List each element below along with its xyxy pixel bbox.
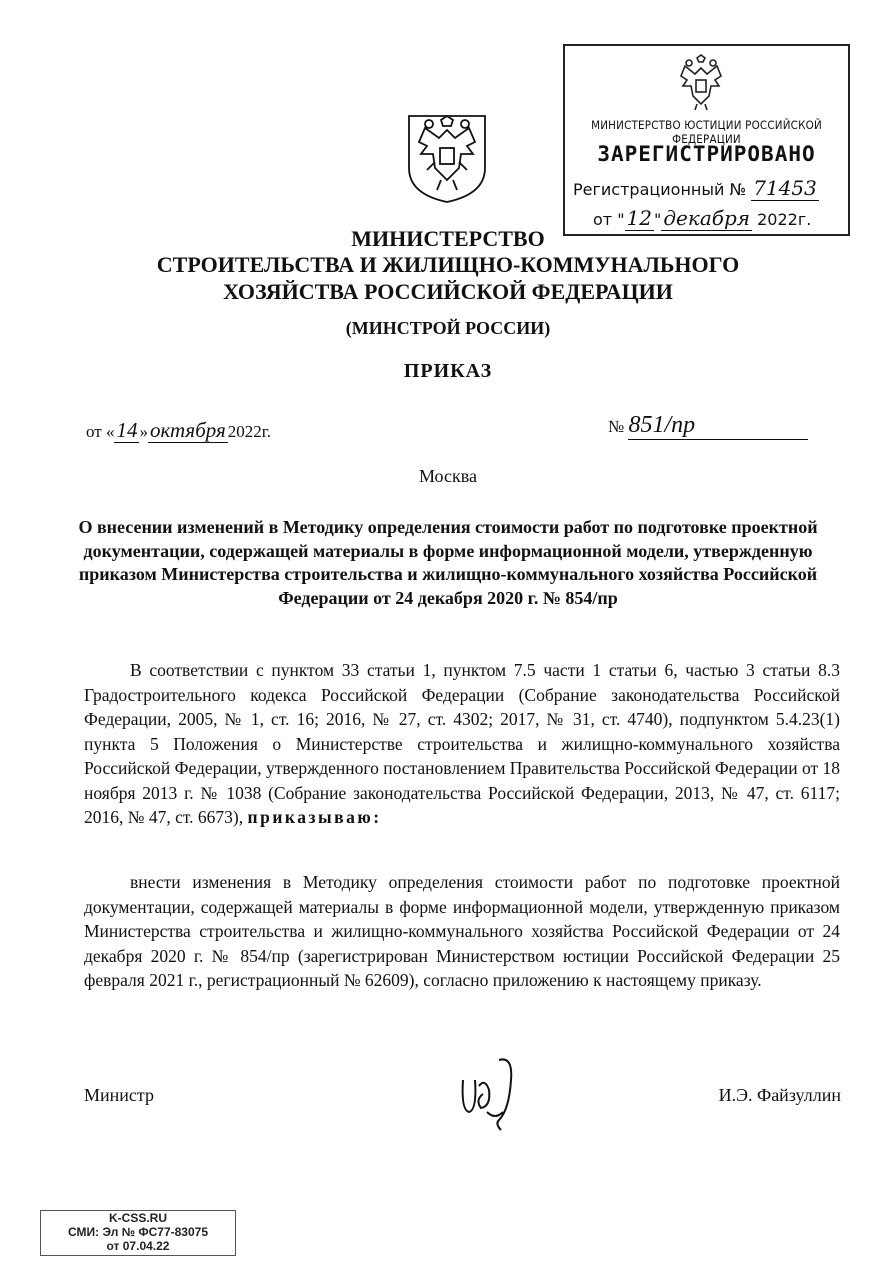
- order-date-mid: »: [139, 422, 148, 441]
- order-date-day: 14: [116, 418, 138, 442]
- stamp-registered: ЗАРЕГИСТРИРОВАНО: [597, 142, 816, 166]
- stamp-date-mid: ": [654, 210, 662, 229]
- footer-site: K-CSS.RU: [108, 1211, 167, 1225]
- ministry-name-line1: МИНИСТЕРСТВО: [351, 226, 545, 251]
- city: Москва: [419, 466, 477, 486]
- double-headed-eagle-icon: [673, 54, 729, 112]
- stamp-ministry: МИНИСТЕРСТВО ЮСТИЦИИ РОССИЙСКОЙ ФЕДЕРАЦИИ: [591, 118, 822, 146]
- stamp-reg-label: Регистрационный №: [573, 180, 747, 199]
- ministry-name-line2: СТРОИТЕЛЬСТВА И ЖИЛИЩНО-КОММУНАЛЬНОГО: [156, 252, 740, 277]
- order-number: [608, 412, 808, 440]
- footer-media-license: СМИ: Эл № ФС77-83075: [68, 1225, 208, 1239]
- order-keyword: приказываю:: [247, 807, 382, 827]
- stamp-reg-number-line: [573, 176, 819, 200]
- order-date-year: 2022г.: [227, 422, 272, 441]
- body-paragraph-1: [84, 658, 840, 830]
- stamp-date-prefix: от ": [593, 210, 625, 229]
- media-registration-footer: [40, 1210, 236, 1256]
- signer-name: И.Э. Файзуллин: [718, 1085, 841, 1105]
- order-number-value: 851/пр: [628, 412, 808, 440]
- ministry-name-line3: ХОЗЯЙСТВА РОССИЙСКОЙ ФЕДЕРАЦИИ: [223, 279, 673, 304]
- body-paragraph-2: внести изменения в Методику определения стоимости работ по подготовке проектной документации, содержащей материалы в форме информационной модели, утвержденную приказом Министерства строительства и жилищно-коммунального хозяйства Российской Федерации от 24 декабря 2020 г. № 854/пр (зарегистрирован Министерством юстиции Российской Федерации 25 февраля 2021 г., регистрационный № 62609), согласно приложению к настоящему приказу.: [84, 872, 840, 990]
- stamp-date-year: 2022г.: [757, 210, 812, 229]
- ministry-abbreviation: (МИНСТРОЙ РОССИИ): [345, 318, 551, 338]
- order-date: [86, 418, 271, 443]
- handwritten-signature: [455, 1050, 535, 1140]
- order-number-label: №: [608, 417, 625, 436]
- order-date-month: октября: [149, 418, 226, 442]
- stamp-date-day: 12: [626, 206, 653, 230]
- body-paragraph-1-text: В соответствии с пунктом 33 статьи 1, пунктом 7.5 части 1 статьи 6, частью 3 статьи 8.3 Градостроительного кодекса Российской Федерации (Собрание законодательства Российской Федерации, 2005, № 1, ст. 16; 2016, № 27, ст. 4302; 2017, № 31, ст. 4740), подпунктом 5.4.23(1) пункта 5 Положения о Министерстве строительства и жилищно-коммунального хозяйства Российской Федерации, утвержденного постановлением Правительства Российской Федерации от 18 ноября 2013 г. № 1038 (Собрание законодательства Российской Федерации, 2013, № 47, ст. 6117; 2016, № 47, ст. 6673),: [84, 660, 840, 827]
- coat-of-arms-icon: [405, 108, 489, 204]
- document-title: О внесении изменений в Методику определения стоимости работ по подготовке проектной документации, содержащей материалы в форме информационной модели, утвержденную приказом Министерства строительства и жилищно-коммунального хозяйства Российской Федерации от 24 декабря 2020 г. № 854/пр: [78, 517, 818, 608]
- order-date-prefix: от «: [86, 422, 115, 441]
- signer-position: Министр: [84, 1085, 154, 1105]
- document-type: ПРИКАЗ: [403, 360, 493, 382]
- stamp-reg-number: 71453: [753, 176, 817, 200]
- stamp-date-month: декабря: [663, 206, 751, 230]
- registration-stamp: [563, 44, 850, 236]
- footer-date: от 07.04.22: [106, 1239, 170, 1253]
